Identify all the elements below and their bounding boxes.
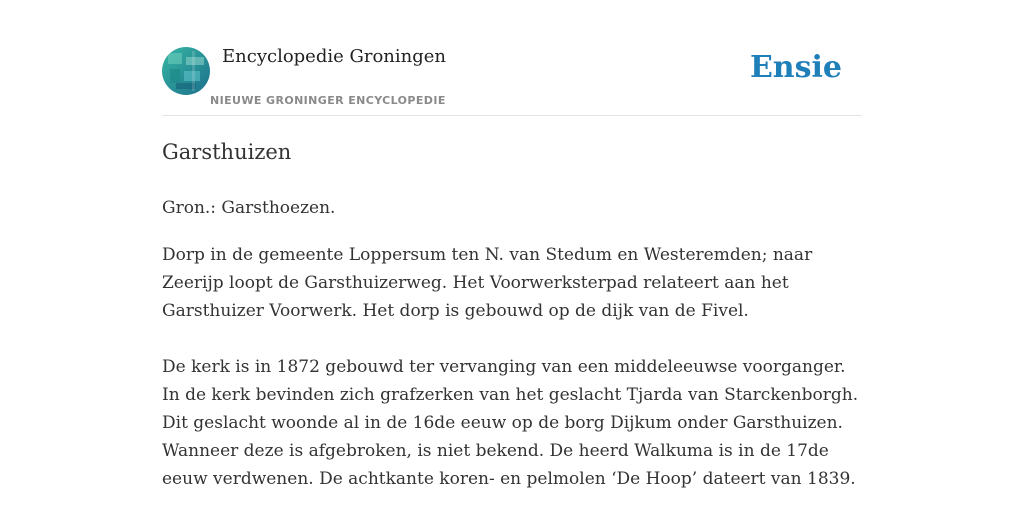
encyclopedia-title[interactable]: Encyclopedie Groningen xyxy=(222,46,447,67)
ensie-brand-logo[interactable]: Ensie xyxy=(749,50,842,85)
article-title: Garsthuizen xyxy=(162,140,292,164)
article-alt-name: Gron.: Garsthoezen. xyxy=(162,198,336,218)
article-paragraph: Dorp in de gemeente Loppersum ten N. van Stedum en Westeremden; naar Zeerijp loopt de Garsthuizerweg. Het Voorwerksterpad relateert aan het Garsthuizer Voorwerk. Het dorp is gebouwd op de dijk van de Fivel. xyxy=(162,245,813,321)
site-header xyxy=(162,0,862,116)
article-body xyxy=(162,194,862,493)
content-container xyxy=(162,0,862,489)
article-paragraph: De kerk is in 1872 gebouwd ter vervanging van een middeleeuwse voorganger. In de kerk bevinden zich grafzerken van het geslacht Tjarda van Starckenborgh. Dit geslacht woonde al in de 16de eeuw op de borg Dijkum onder Garsthuizen. Wanneer deze is afgebroken, is niet bekend. De heerd Walkuma is in de 17de eeuw verdwenen. De achtkante koren- en pelmolen ‘De Hoop’ dateert van 1839. xyxy=(162,357,859,489)
encyclopedia-subtitle: NIEUWE GRONINGER ENCYCLOPEDIE xyxy=(210,94,446,107)
encyclopedia-logo-image[interactable] xyxy=(162,47,210,95)
